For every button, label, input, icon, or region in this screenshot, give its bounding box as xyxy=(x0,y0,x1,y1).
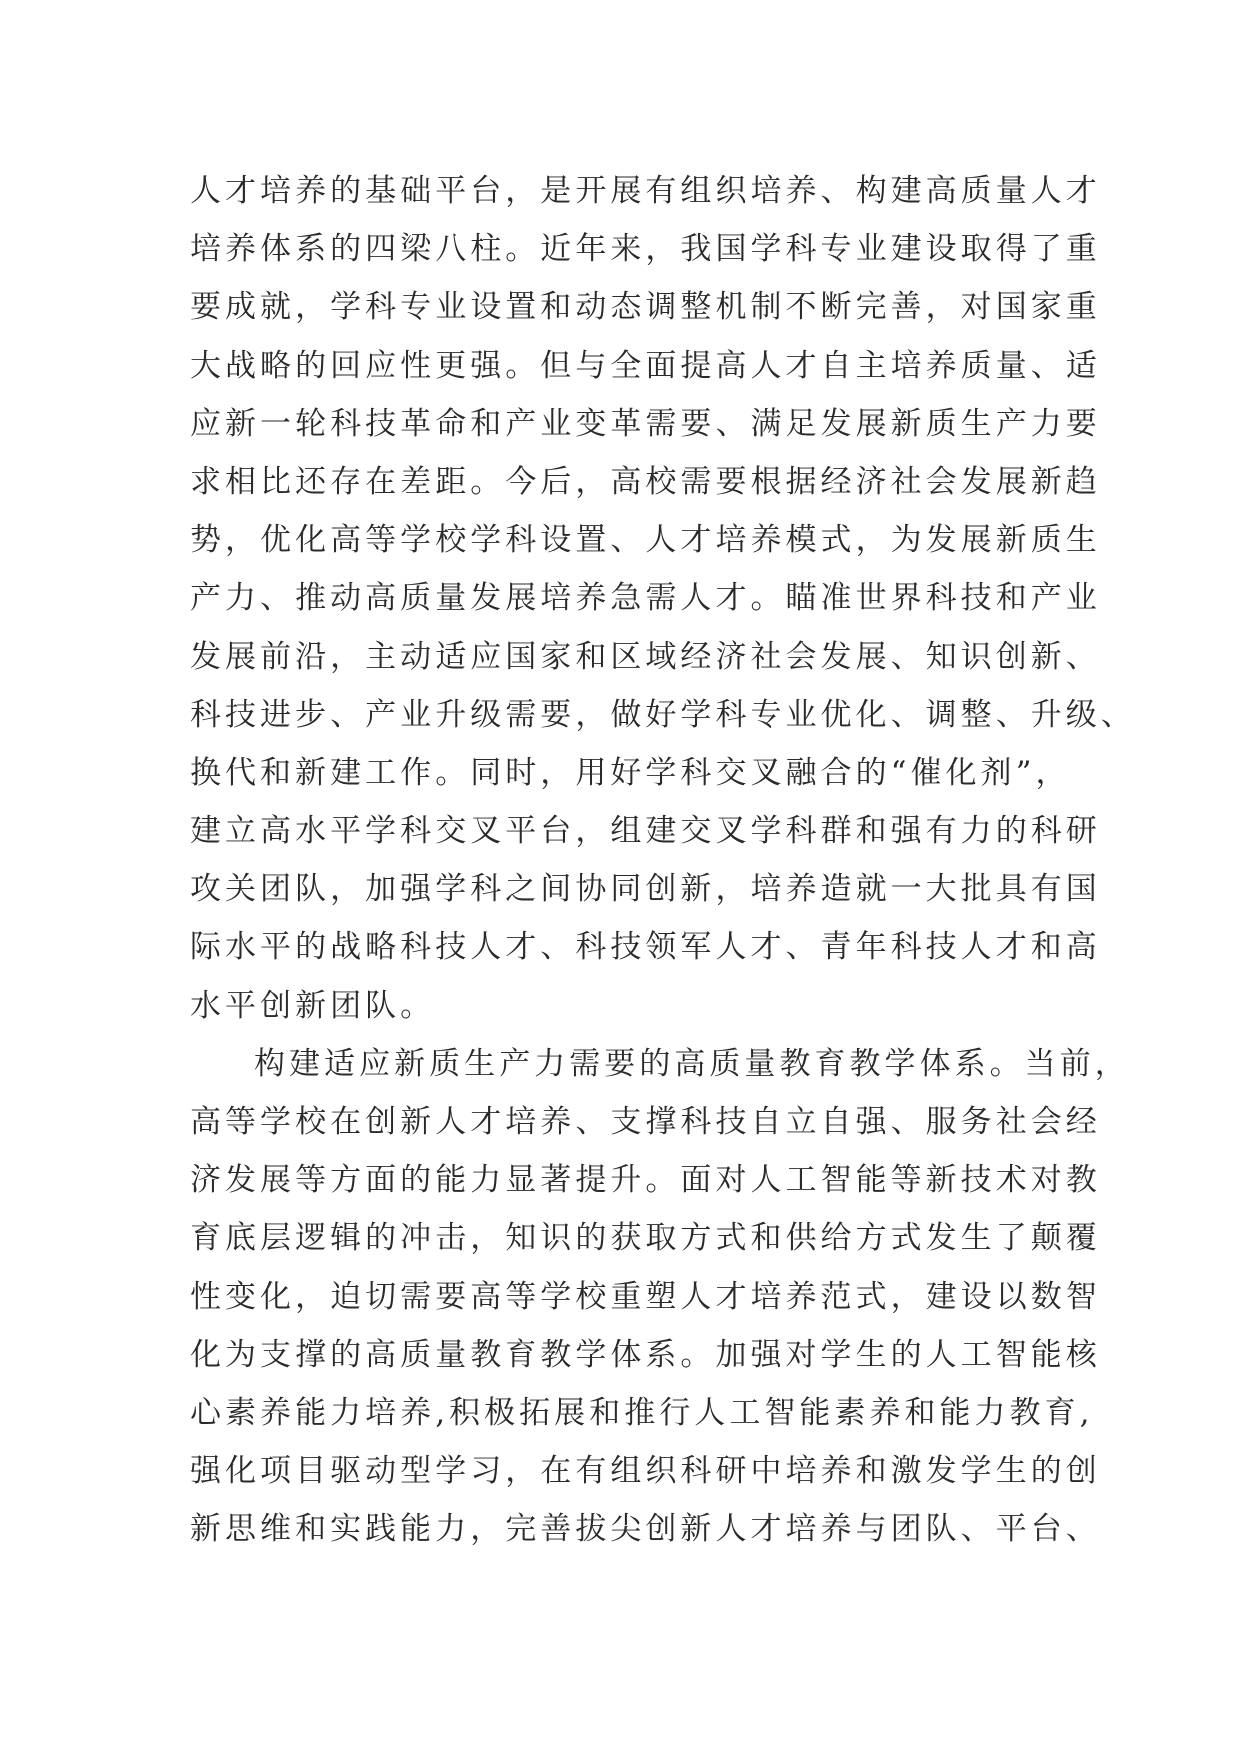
text-line: 新思维和实践能力，完善拔尖创新人才培养与团队、平台、 xyxy=(190,1511,1101,1548)
text-line: 势，优化高等学校学科设置、人才培养模式，为发展新质生 xyxy=(190,522,1101,559)
text-line: 求相比还存在差距。今后，高校需要根据经济社会发展新趋 xyxy=(190,463,1101,500)
body-text xyxy=(190,162,1136,1559)
text-line: 大战略的回应性更强。但与全面提高人才自主培养质量、适 xyxy=(190,347,1101,384)
text-line: 际水平的战略科技人才、科技领军人才、青年科技人才和高 xyxy=(190,929,1101,966)
text-line: 科技进步、产业升级需要，做好学科专业优化、调整、升级、 xyxy=(190,696,1136,733)
text-line: 建立高水平学科交叉平台，组建交叉学科群和强有力的科研 xyxy=(190,813,1101,850)
text-line: 化为支撑的高质量教育教学体系。加强对学生的人工智能核 xyxy=(190,1336,1101,1373)
text-line: 高等学校在创新人才培养、支撑科技自立自强、服务社会经 xyxy=(190,1104,1101,1140)
text-line: 要成就，学科专业设置和动态调整机制不断完善，对国家重 xyxy=(190,289,1101,326)
text-line: 攻关团队，加强学科之间协同创新，培养造就一大批具有国 xyxy=(190,871,1101,908)
text-line: 育底层逻辑的冲击，知识的获取方式和供给方式发生了颠覆 xyxy=(190,1220,1101,1257)
text-line: 人才培养的基础平台，是开展有组织培养、构建高质量人才 xyxy=(190,173,1101,209)
text-line: 培养体系的四梁八柱。近年来，我国学科专业建设取得了重 xyxy=(190,231,1101,268)
text-line: 强化项目驱动型学习，在有组织科研中培养和激发学生的创 xyxy=(190,1453,1101,1490)
text-line: 产力、推动高质量发展培养急需人才。瞄准世界科技和产业 xyxy=(190,580,1101,617)
text-line: 应新一轮科技革命和产业变革需要、满足发展新质生产力要 xyxy=(190,405,1101,442)
text-line: 换代和新建工作。同时，用好学科交叉融合的“催化剂”， xyxy=(190,754,1071,791)
paragraph-start-line: 构建适应新质生产力需要的高质量教育教学体系。当前， xyxy=(254,1045,1130,1082)
text-line: 水平创新团队。 xyxy=(190,987,436,1024)
text-line: 发展前沿，主动适应国家和区域经济社会发展、知识创新、 xyxy=(190,638,1101,675)
text-line: 济发展等方面的能力显著提升。面对人工智能等新技术对教 xyxy=(190,1162,1101,1199)
text-line: 性变化，迫切需要高等学校重塑人才培养范式，建设以数智 xyxy=(190,1278,1101,1315)
text-line: 心素养能力培养,积极拓展和推行人工智能素养和能力教育, xyxy=(190,1394,1094,1431)
